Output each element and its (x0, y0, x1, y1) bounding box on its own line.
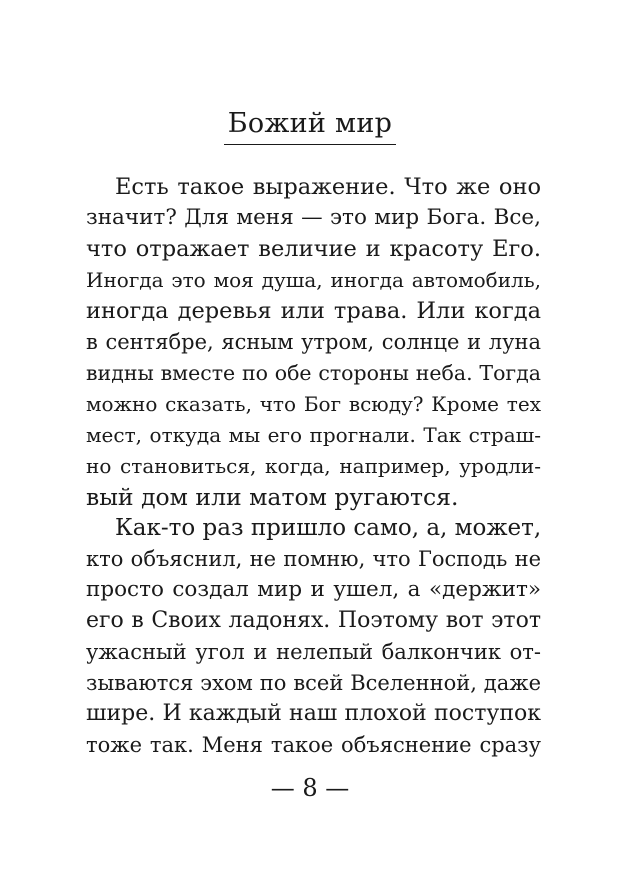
chapter-title (0, 106, 620, 145)
text-line: шире. И каждый наш плохой поступок (86, 701, 541, 726)
text-line: мест, откуда мы его прогнали. Так страш- (86, 423, 541, 447)
text-line: что отражает величие и красоту Его. (86, 236, 541, 262)
chapter-title-text: Божий мир (224, 106, 397, 145)
text-line: просто создал мир и ушел, а «держит» (86, 577, 541, 602)
text-line: видны вместе по обе стороны неба. Тогда (86, 361, 541, 385)
text-line: но становиться, когда, например, уродли- (86, 454, 541, 478)
text-line: иногда деревья или трава. Или когда (86, 298, 541, 324)
page-number: — 8 — (270, 774, 350, 802)
text-line: Как-то раз пришло само, а, может, (115, 515, 542, 541)
text-line: вый дом или матом ругаются. (86, 483, 459, 511)
text-line: ужасный угол и нелепый балкончик от- (86, 640, 541, 664)
text-line: можно сказать, что Бог всюду? Кроме тех (86, 392, 541, 416)
text-line: значит? Для меня — это мир Бога. Все, (86, 205, 541, 230)
text-line: его в Своих ладонях. Поэтому вот этот (86, 608, 541, 633)
text-line: кто объяснил, не помню, что Господь не (86, 547, 541, 571)
text-line: Иногда это моя душа, иногда автомобиль, (86, 268, 541, 292)
text-line: в сентябре, ясным утром, солнце и луна (86, 330, 541, 354)
text-line: зываются эхом по всей Вселенной, даже (86, 671, 541, 695)
text-line: тоже так. Меня такое объяснение сразу (86, 733, 541, 757)
text-line: Есть такое выражение. Что же оно (115, 174, 541, 200)
